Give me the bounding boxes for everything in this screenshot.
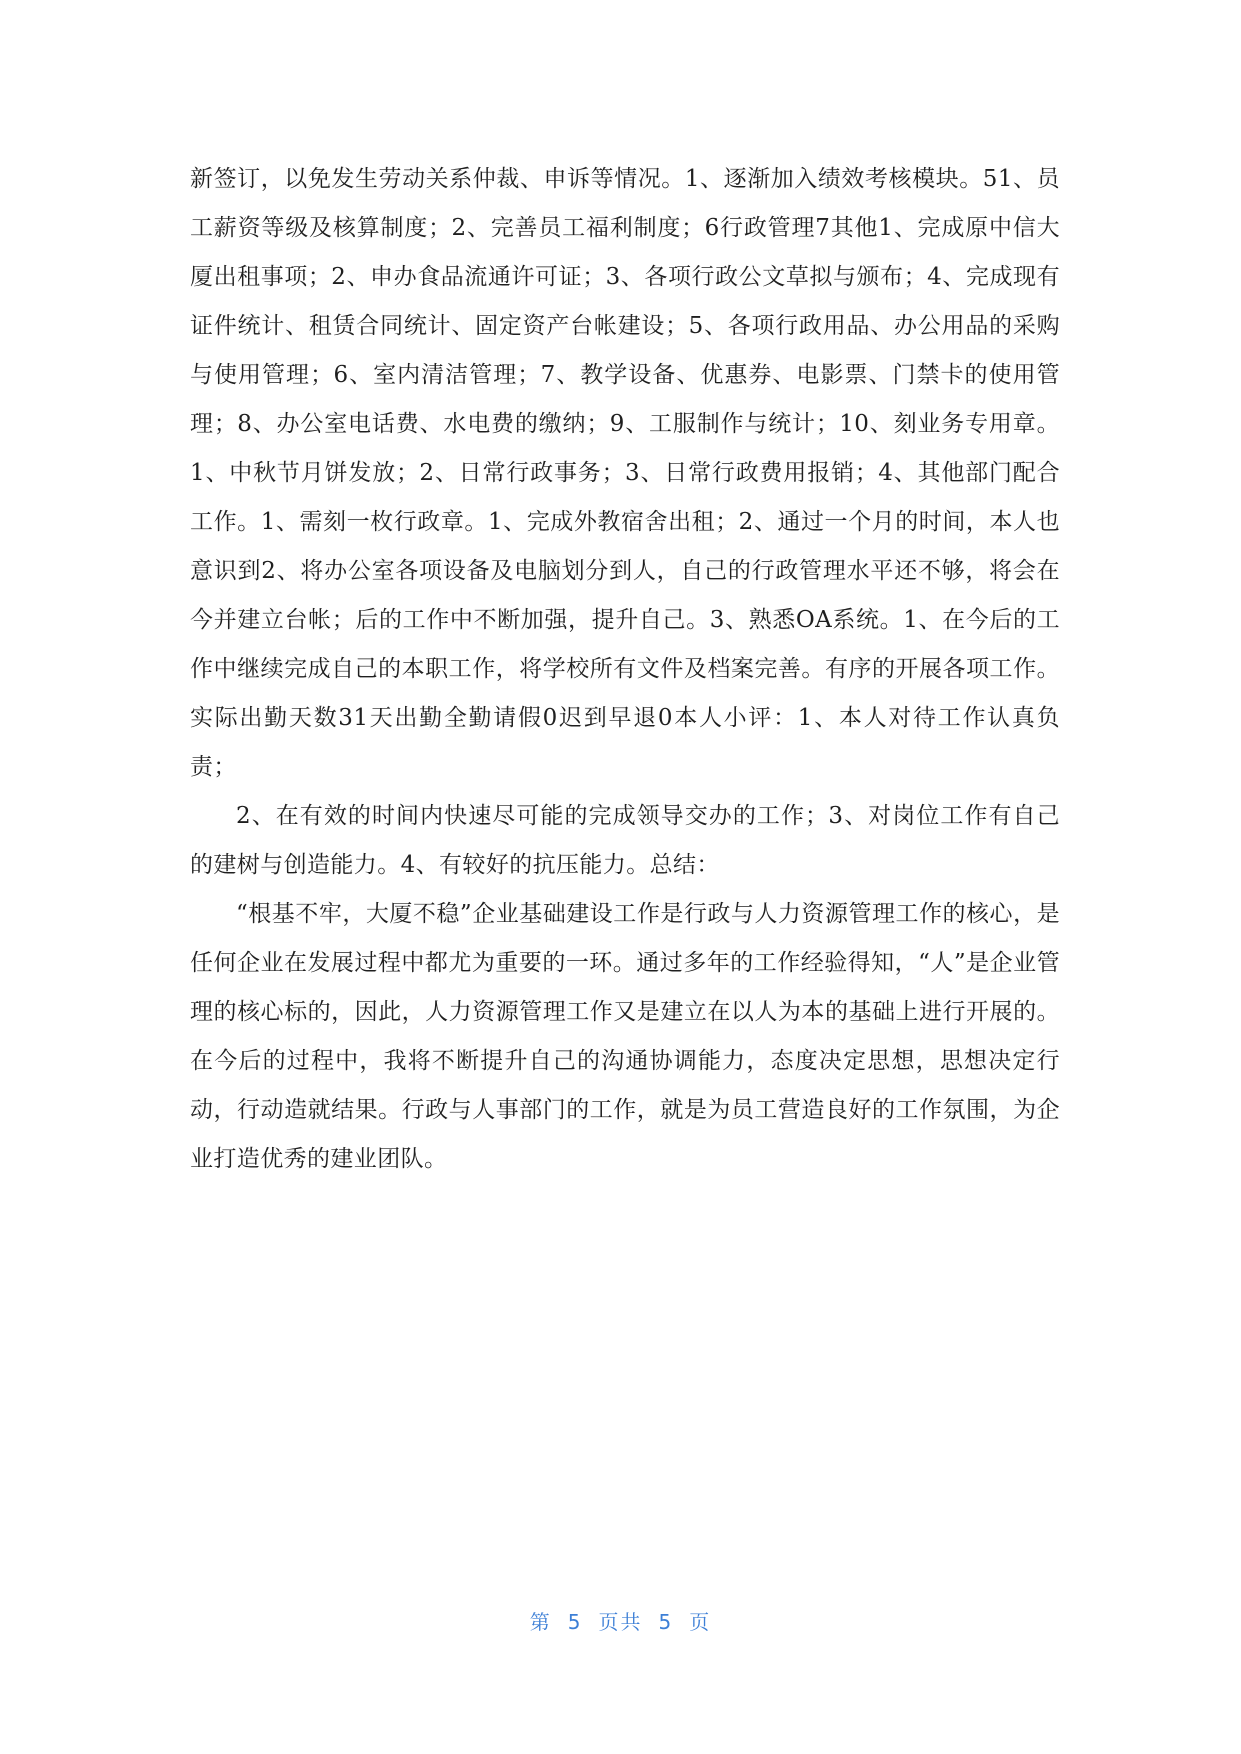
document-body — [190, 155, 1060, 1184]
paragraph-1: 新签订，以免发生劳动关系仲裁、申诉等情况。1、逐渐加入绩效考核模块。51、员工薪资等级及核算制度；2、完善员工福利制度；6行政管理7其他1、完成原中信大厦出租事项；2、申办食品流通许可证；3、各项行政公文草拟与颁布；4、完成现有证件统计、租赁合同统计、固定资产台帐建设；5、各项行政用品、办公用品的采购与使用管理；6、室内清洁管理；7、教学设备、优惠券、电影票、门禁卡的使用管理；8、办公室电话费、水电费的缴纳；9、工服制作与统计；10、刻业务专用章。1、中秋节月饼发放；2、日常行政事务；3、日常行政费用报销；4、其他部门配合工作。1、需刻一枚行政章。1、完成外教宿舍出租；2、通过一个月的时间，本人也意识到2、将办公室各项设备及电脑划分到人，自己的行政管理水平还不够，将会在今并建立台帐；后的工作中不断加强，提升自己。3、熟悉OA系统。1、在今后的工作中继续完成自己的本职工作，将学校所有文件及档案完善。有序的开展各项工作。实际出勤天数31天出勤全勤请假0迟到早退0本人小评：1、本人对待工作认真负责； — [190, 166, 1060, 780]
footer-current-page: 5 — [567, 1610, 583, 1634]
paragraph-2: 2、在有效的时间内快速尽可能的完成领导交办的工作；3、对岗位工作有自己的建树与创造能力。4、有较好的抗压能力。总结： — [190, 803, 1060, 878]
footer-label-page: 第 — [529, 1610, 552, 1634]
footer-label-of: 页共 — [598, 1610, 643, 1634]
footer-label-end: 页 — [689, 1610, 712, 1634]
page-footer — [0, 1606, 1241, 1635]
footer-total-pages: 5 — [658, 1610, 674, 1634]
paragraph-3: “根基不牢，大厦不稳”企业基础建设工作是行政与人力资源管理工作的核心，是任何企业在发展过程中都尤为重要的一环。通过多年的工作经验得知，“人”是企业管理的核心标的，因此，人力资源管理工作又是建立在以人为本的基础上进行开展的。在今后的过程中，我将不断提升自己的沟通协调能力，态度决定思想，思想决定行动，行动造就结果。行政与人事部门的工作，就是为员工营造良好的工作氛围，为企业打造优秀的建业团队。 — [190, 901, 1060, 1172]
